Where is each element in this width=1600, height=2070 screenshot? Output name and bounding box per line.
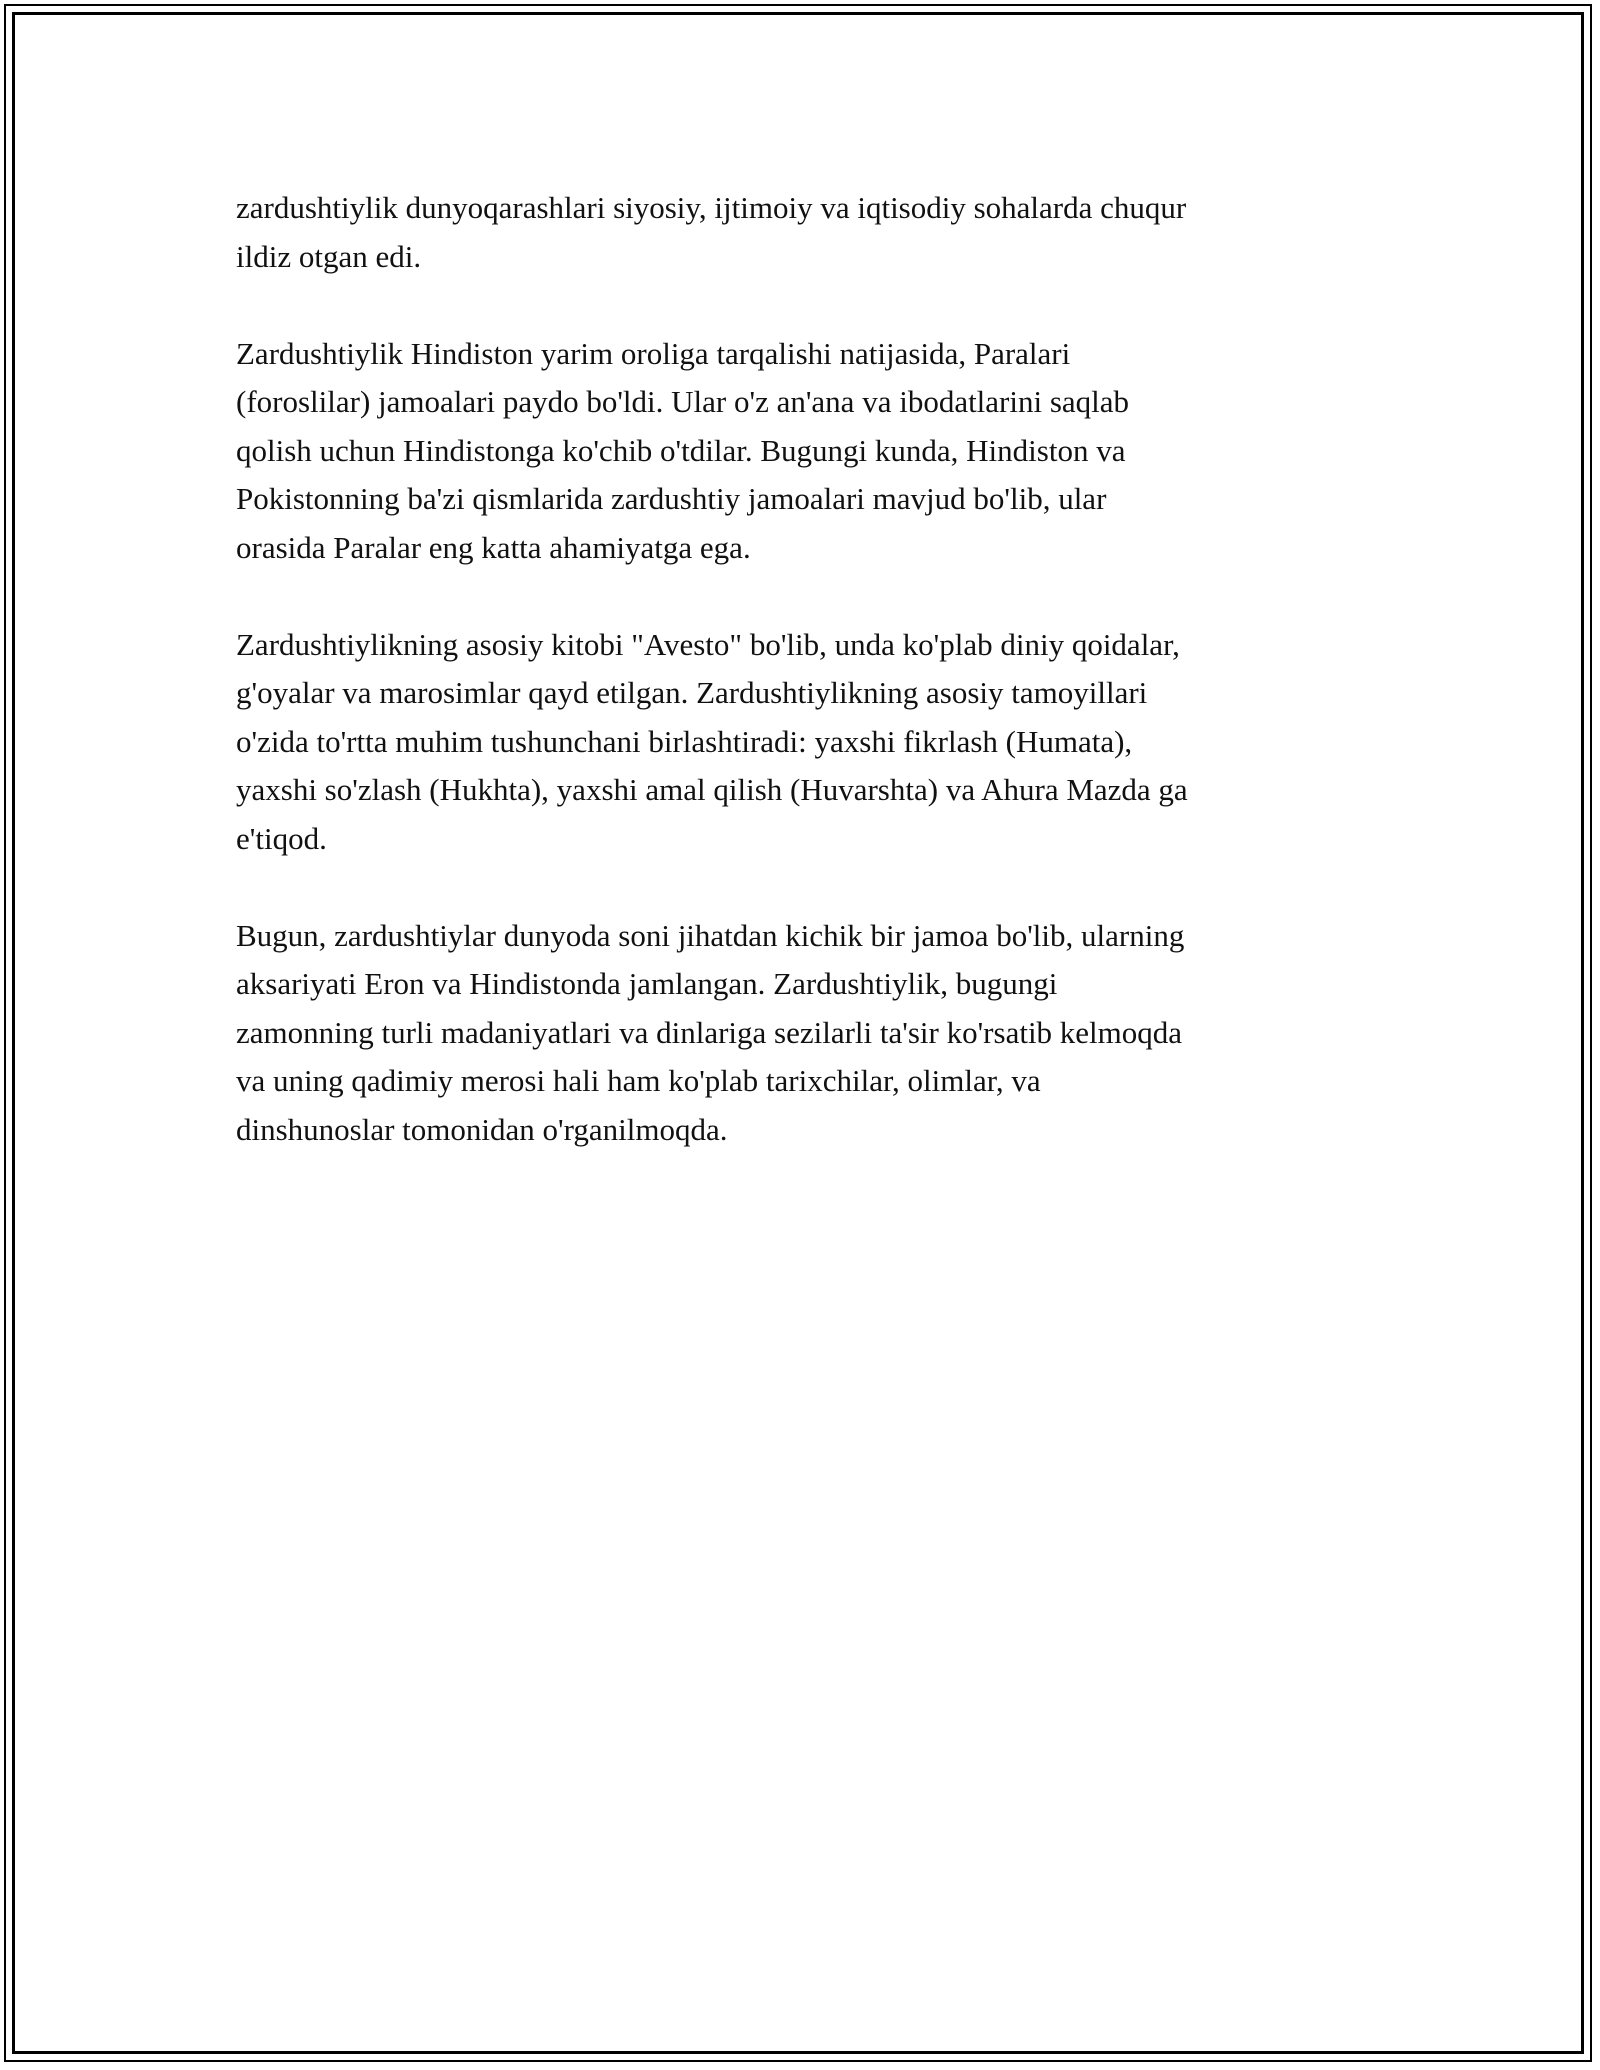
paragraph-2: Zardushtiylik Hindiston yarim oroliga tarqalishi natijasida, Paralari (foroslilar) jamoalari paydo bo'ldi. Ular o'z an'ana va ibodatlarini saqlab qolish uchun Hindistonga ko'chib o'tdilar. Bugungi kunda, Hindiston va Pokistonning ba'zi qismlarida zardushtiy jamoalari mavjud bo'lib, ular orasida Paralar eng katta ahamiyatga ega. [236,335,1130,565]
document-body [236,184,1376,1203]
paragraph-1: zardushtiylik dunyoqarashlari siyosiy, ijtimoiy va iqtisodiy sohalarda chuqur ildiz otgan edi. [236,190,1187,274]
paragraph-4: Bugun, zardushtiylar dunyoda soni jihatdan kichik bir jamoa bo'lib, ularning aksariyati Eron va Hindistonda jamlangan. Zardushtiylik, bugungi zamonning turli madaniyatlari va dinlariga sezilarli ta'sir ko'rsatib kelmoqda va uning qadimiy merosi hali ham ko'plab tarixchilar, olimlar, va dinshunoslar tomonidan o'rganilmoqda. [236,917,1185,1147]
paragraph-3: Zardushtiylikning asosiy kitobi "Avesto" bo'lib, unda ko'plab diniy qoidalar, g'oyalar va marosimlar qayd etilgan. Zardushtiylikning asosiy tamoyillari o'zida to'rtta muhim tushunchani birlashtiradi: yaxshi fikrlash (Humata), yaxshi so'zlash (Hukhta), yaxshi amal qilish (Huvarshta) va Ahura Mazda ga e'tiqod. [236,626,1188,856]
